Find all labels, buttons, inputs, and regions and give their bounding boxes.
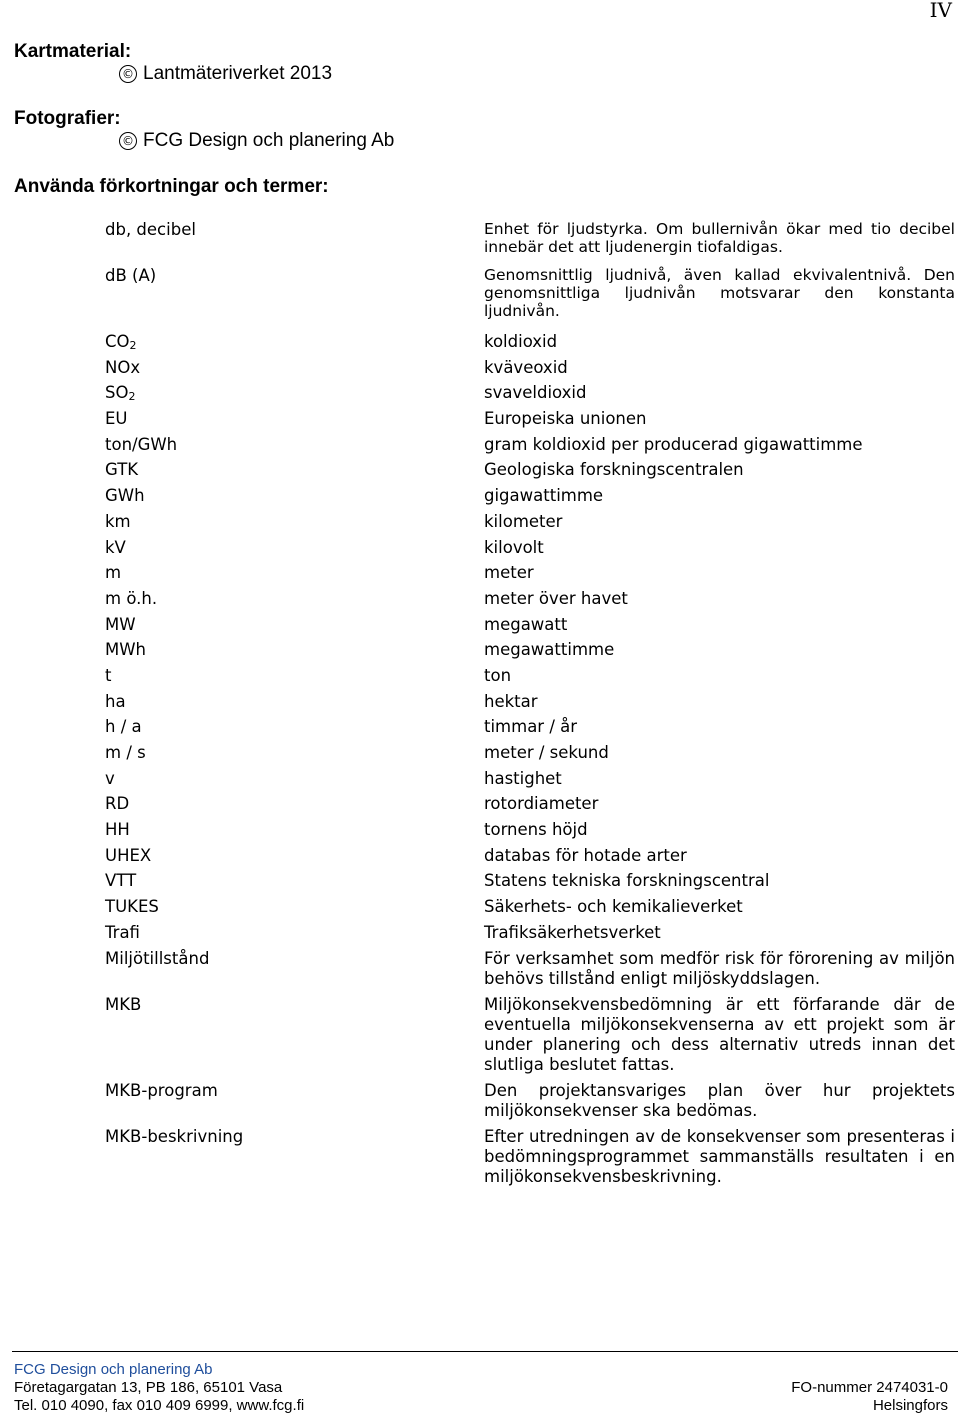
abbreviations-heading: Använda förkortningar och termer: [14, 176, 329, 197]
abbreviation-row [0, 897, 960, 923]
map-material-credit [119, 63, 332, 85]
abbreviation-row [0, 949, 960, 995]
abbreviation-definition: Miljökonsekvensbedömning är ett förfarande där de eventuella miljökonsekvenserna av ett projekt som är under planering och dess alternativ utreds innan det slutliga beslutet fattas. [484, 994, 955, 1074]
abbreviation-definition: meter [484, 563, 534, 583]
abbreviation-definition: För verksamhet som medför risk för förorening av miljön behövs tillstånd enligt miljöskyddslagen. [484, 948, 955, 988]
abbreviation-definition: gigawattimme [484, 486, 604, 506]
abbreviation-term-text: EU [105, 409, 128, 429]
abbreviation-row [0, 266, 960, 332]
abbreviation-term-text: kV [105, 537, 126, 557]
abbreviation-row [0, 589, 960, 615]
abbreviation-term-text: GTK [105, 460, 139, 480]
abbreviation-term-text: t [105, 665, 112, 685]
abbreviation-term [105, 460, 138, 480]
abbreviation-row [0, 460, 960, 486]
map-material-heading: Kartmaterial: [14, 41, 132, 62]
photos-credit [119, 130, 394, 152]
abbreviation-term [105, 512, 131, 532]
abbreviation-term [105, 435, 177, 455]
abbreviation-definition: Trafiksäkerhetsverket [484, 922, 661, 942]
abbreviation-row [0, 409, 960, 435]
abbreviation-row [0, 769, 960, 795]
abbreviation-row [0, 1081, 960, 1127]
abbreviation-term [105, 820, 130, 840]
abbreviation-term-text: h / a [105, 717, 142, 737]
abbreviation-term-text: MKB-program [105, 1080, 218, 1100]
abbreviations-list [0, 220, 960, 1193]
abbreviation-definition: kväveoxid [484, 357, 568, 377]
abbreviation-row [0, 512, 960, 538]
abbreviation-definition: kilovolt [484, 537, 544, 557]
abbreviation-definition: meter / sekund [484, 743, 609, 762]
abbreviation-term-text: SO [105, 383, 129, 403]
abbreviation-term [105, 949, 209, 969]
abbreviation-row [0, 692, 960, 718]
abbreviation-term-text: ha [105, 691, 126, 711]
abbreviation-term [105, 220, 196, 240]
abbreviation-definition: megawattimme [484, 640, 615, 660]
abbreviation-definition: ton [484, 665, 512, 685]
abbreviation-row [0, 846, 960, 872]
footer-company: FCG Design och planering Ab [14, 1361, 213, 1378]
abbreviation-term-text: MKB [105, 994, 142, 1014]
photos-heading: Fotografier: [14, 108, 121, 129]
page-number: IV [929, 0, 952, 22]
abbreviation-row [0, 717, 960, 743]
abbreviation-term-text: NOx [105, 357, 141, 377]
abbreviation-term [105, 383, 135, 407]
abbreviation-definition: rotordiameter [484, 794, 599, 814]
abbreviation-row [0, 640, 960, 666]
abbreviation-row [0, 1127, 960, 1193]
abbreviation-term-text: m [105, 563, 122, 583]
abbreviation-definition: databas för hotade arter [484, 845, 687, 865]
abbreviation-definition: Europeiska unionen [484, 409, 647, 429]
abbreviation-term [105, 871, 136, 891]
abbreviation-term [105, 358, 140, 378]
abbreviation-definition: hektar [484, 691, 538, 711]
abbreviation-term-text: ton/GWh [105, 434, 178, 454]
abbreviation-term-text: MWh [105, 640, 147, 660]
abbreviation-definition: Efter utredningen av de konsekvenser som presenteras i bedömningsprogrammet sammanställs resultaten i en miljökonsekvensbeskrivning. [484, 1126, 955, 1186]
abbreviation-row [0, 358, 960, 384]
abbreviation-definition: Den projektansvariges plan över hur projektets miljökonsekvenser ska bedömas. [484, 1080, 955, 1120]
abbreviation-term-subscript: 2 [128, 390, 136, 404]
abbreviation-row [0, 743, 960, 769]
abbreviation-row [0, 383, 960, 409]
abbreviation-term [105, 332, 137, 356]
copyright-icon: © [119, 65, 137, 83]
footer-city: Helsingfors [872, 1397, 948, 1414]
abbreviation-definition: tornens höjd [484, 820, 588, 840]
abbreviation-definition: timmar / år [484, 717, 578, 737]
abbreviation-term [105, 1127, 243, 1147]
abbreviation-term [105, 640, 146, 660]
abbreviation-definition: Enhet för ljudstyrka. Om bullernivån ökar med tio decibel innebär det att ljudenergin tiofaldigas. [484, 220, 955, 256]
abbreviation-term [105, 794, 129, 814]
abbreviation-term [105, 923, 140, 943]
abbreviation-definition: svaveldioxid [484, 383, 587, 403]
abbreviation-row [0, 332, 960, 358]
abbreviation-term-text: HH [105, 820, 130, 840]
abbreviation-term-text: VTT [105, 871, 137, 891]
abbreviation-term-text: km [105, 511, 131, 531]
abbreviation-row [0, 871, 960, 897]
abbreviation-term-text: RD [105, 794, 130, 814]
abbreviation-term-text: CO [105, 332, 130, 351]
abbreviation-row [0, 794, 960, 820]
abbreviation-term [105, 1081, 218, 1101]
abbreviation-term-text: MKB-beskrivning [105, 1126, 244, 1146]
abbreviation-term-text: Miljötillstånd [105, 948, 210, 968]
abbreviation-term [105, 995, 141, 1015]
copyright-icon: © [119, 132, 137, 150]
footer-divider [12, 1351, 958, 1352]
abbreviation-row [0, 538, 960, 564]
footer-contact: Tel. 010 4090, fax 010 409 6999, www.fcg.fi [14, 1397, 305, 1414]
abbreviation-term-text: GWh [105, 486, 145, 506]
abbreviation-term-text: m / s [105, 743, 146, 762]
abbreviation-term [105, 615, 136, 635]
abbreviation-term [105, 897, 159, 917]
abbreviation-term-text: MW [105, 614, 136, 634]
abbreviation-definition: Genomsnittlig ljudnivå, även kallad ekvivalentnivå. Den genomsnittliga ljudnivån motsvarar den konstanta ljudnivån. [484, 266, 955, 320]
abbreviation-term-text: v [105, 768, 115, 788]
abbreviation-definition: hastighet [484, 768, 562, 788]
abbreviation-term [105, 538, 126, 558]
abbreviation-term [105, 769, 115, 789]
abbreviation-term [105, 666, 111, 686]
abbreviation-row [0, 435, 960, 461]
abbreviation-term-text: dB (A) [105, 266, 157, 285]
abbreviation-term [105, 266, 156, 286]
abbreviation-term-text: UHEX [105, 845, 152, 865]
abbreviation-definition: Geologiska forskningscentralen [484, 460, 744, 480]
abbreviation-term [105, 486, 145, 506]
abbreviation-row [0, 995, 960, 1081]
map-material-credit-text: Lantmäteriverket 2013 [143, 63, 333, 84]
photos-credit-text: FCG Design och planering Ab [143, 130, 395, 151]
abbreviation-term-text: db, decibel [105, 220, 196, 239]
abbreviation-row [0, 486, 960, 512]
abbreviation-row [0, 820, 960, 846]
abbreviation-definition: Statens tekniska forskningscentral [484, 871, 770, 891]
abbreviation-term [105, 563, 121, 583]
abbreviation-row [0, 615, 960, 641]
abbreviation-definition: Säkerhets- och kemikalieverket [484, 897, 743, 917]
abbreviation-definition: koldioxid [484, 332, 558, 351]
abbreviation-row [0, 666, 960, 692]
abbreviation-term [105, 717, 142, 737]
abbreviation-term-text: TUKES [105, 897, 159, 917]
abbreviation-row [0, 220, 960, 266]
abbreviation-definition: kilometer [484, 511, 563, 531]
abbreviation-row [0, 923, 960, 949]
abbreviation-term-text: m ö.h. [105, 588, 158, 608]
abbreviation-term [105, 589, 157, 609]
abbreviation-definition: megawatt [484, 614, 568, 634]
footer-address: Företagargatan 13, PB 186, 65101 Vasa [14, 1379, 283, 1396]
abbreviation-term-text: Trafi [105, 922, 140, 942]
abbreviation-definition: meter över havet [484, 588, 628, 608]
footer-business-id: FO-nummer 2474031-0 [791, 1379, 948, 1396]
abbreviation-definition: gram koldioxid per producerad gigawattimme [484, 434, 863, 454]
abbreviation-term [105, 692, 126, 712]
abbreviation-term [105, 743, 146, 763]
abbreviation-term-subscript: 2 [129, 339, 137, 352]
abbreviation-term [105, 409, 128, 429]
abbreviation-row [0, 563, 960, 589]
abbreviation-term [105, 846, 151, 866]
